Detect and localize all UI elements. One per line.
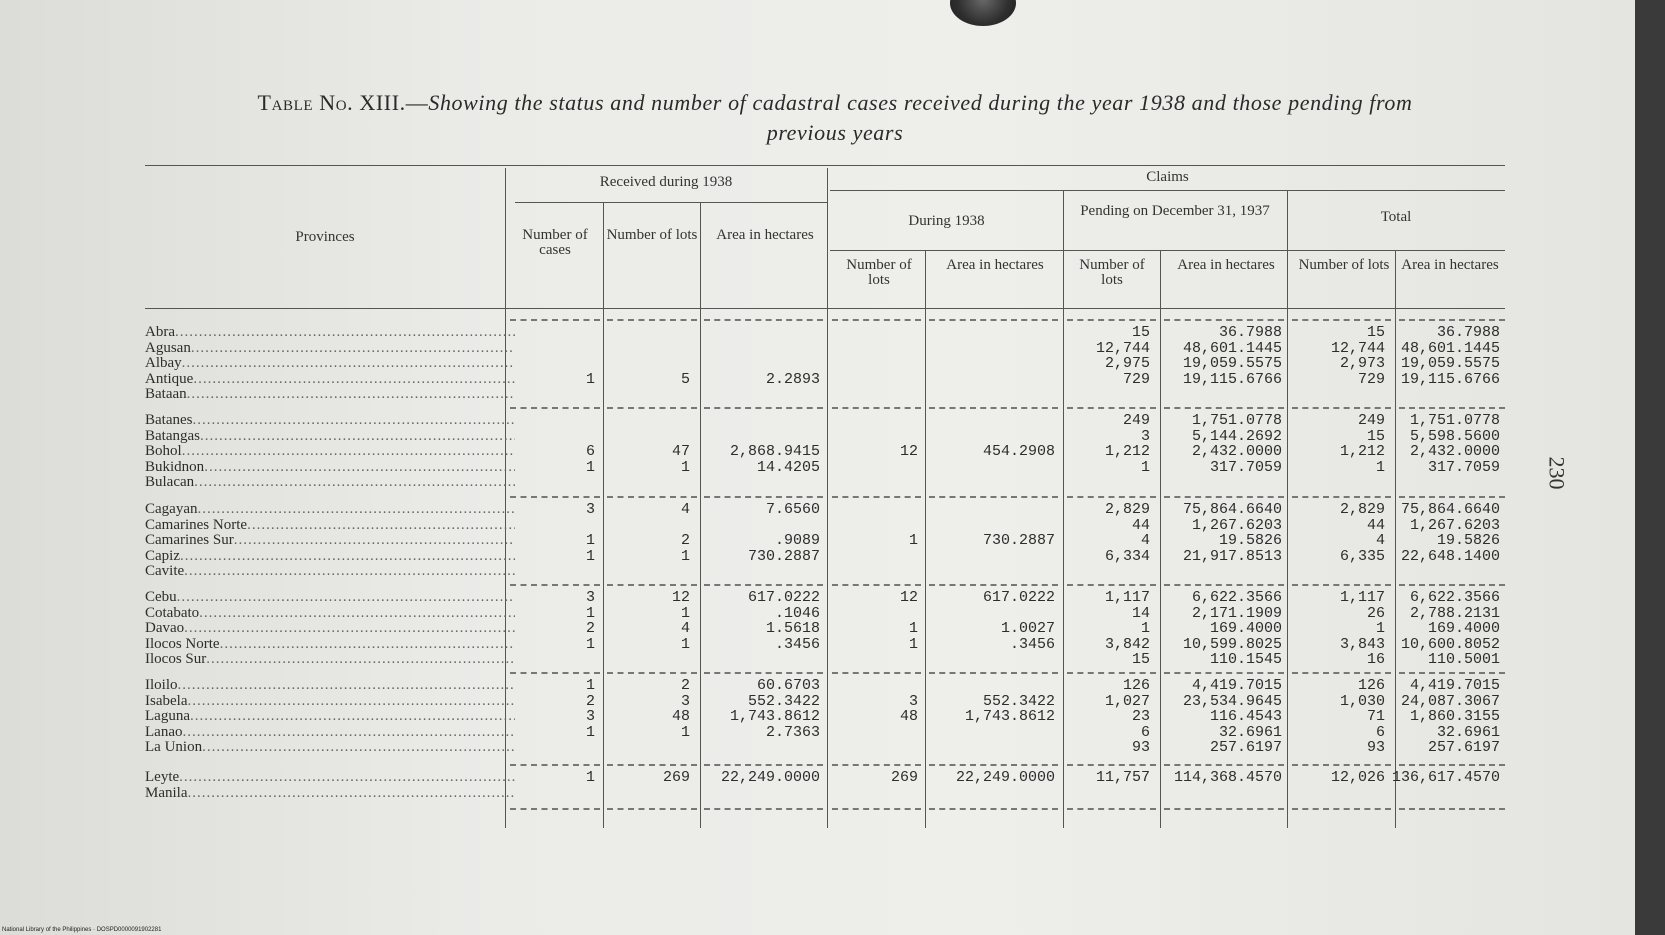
- row-separator: [1067, 496, 1156, 498]
- row-separator: [1164, 764, 1284, 766]
- row-separator: [510, 672, 600, 674]
- table-cell: 617.0222: [747, 589, 820, 606]
- table-cell: 617.0222: [982, 589, 1055, 606]
- table-cell: 14.4205: [756, 458, 820, 476]
- table-cell: 116.4543: [1209, 708, 1282, 725]
- row-separator: [1292, 764, 1391, 766]
- table-cell: 24,087.3067: [1400, 692, 1500, 710]
- table-cell: 93: [1131, 739, 1150, 756]
- row-separator: [1399, 764, 1505, 766]
- table-cell: 32.6961: [1436, 723, 1500, 741]
- row-separator: [929, 407, 1058, 409]
- table-cell: 169.4000: [1209, 620, 1282, 637]
- table-cell: 257.6197: [1427, 739, 1500, 756]
- table-cell: 2,868.9415: [729, 443, 820, 460]
- province-name: Cagayan .....: [145, 502, 515, 518]
- table-cell: 5: [680, 370, 690, 388]
- table-cell: 1,212: [1339, 443, 1385, 460]
- table-cell: 249: [1357, 412, 1385, 429]
- table-cell: 14: [1131, 604, 1150, 622]
- table-cell: 114,368.4570: [1173, 769, 1282, 786]
- table-cell: 2: [680, 532, 690, 549]
- table-cell: 44: [1131, 516, 1150, 534]
- table-cell: 16: [1366, 651, 1385, 668]
- table-cell: 1: [680, 604, 690, 622]
- claims-rule: [830, 190, 1505, 191]
- table-cell: 15: [1131, 651, 1150, 668]
- table-cell: 48: [671, 708, 690, 725]
- province-name: Ilocos Sur .....: [145, 652, 515, 668]
- row-separator: [1067, 672, 1156, 674]
- row-separator: [832, 672, 921, 674]
- header-total-lots: Number of lots: [1298, 257, 1390, 273]
- row-separator: [929, 584, 1058, 586]
- table-cell: .3456: [1009, 635, 1055, 653]
- table-title: [230, 88, 1440, 148]
- row-separator: [1399, 584, 1505, 586]
- table-cell: 10,599.8025: [1182, 635, 1282, 653]
- table-cell: .1046: [774, 604, 820, 622]
- table-cell: 1,267.6203: [1191, 516, 1282, 534]
- header-provinces: Provinces: [295, 229, 355, 245]
- row-separator: [607, 808, 697, 810]
- table-cell: 6: [585, 443, 595, 460]
- row-separator: [1292, 808, 1391, 810]
- table-cell: 1: [585, 677, 595, 694]
- province-name: Batangas .....: [145, 429, 515, 445]
- table-cell: 47: [671, 443, 690, 460]
- table-cell: 1,267.6203: [1409, 516, 1500, 534]
- row-separator: [1164, 808, 1284, 810]
- table-cell: 3,842: [1104, 635, 1150, 653]
- row-separator: [510, 496, 600, 498]
- table-cell: 110.1545: [1209, 651, 1282, 668]
- table-cell: 2,432.0000: [1409, 443, 1500, 460]
- table-cell: 730.2887: [982, 532, 1055, 549]
- table-cell: 4: [680, 620, 690, 637]
- table-cell: 4,419.7015: [1191, 677, 1282, 694]
- province-name: Bohol .....: [145, 444, 515, 460]
- province-name: Cavite .....: [145, 564, 515, 580]
- table-cell: 22,648.1400: [1400, 547, 1500, 565]
- row-separator: [832, 319, 921, 321]
- table-cell: 71: [1366, 708, 1385, 725]
- table-cell: 1: [908, 635, 918, 653]
- table-title-lead: Table No. XIII.—: [257, 90, 429, 115]
- table-cell: 36.7988: [1436, 324, 1500, 341]
- table-cell: 15: [1366, 324, 1385, 341]
- row-separator: [607, 319, 697, 321]
- province-name: La Union .....: [145, 740, 515, 756]
- table-cell: 6,334: [1104, 547, 1150, 565]
- row-separator: [832, 496, 921, 498]
- province-name: Cebu .....: [145, 590, 515, 606]
- table-cell: 23,534.9645: [1182, 692, 1282, 710]
- table-cell: 12: [899, 443, 918, 460]
- province-name: Camarines Norte .....: [145, 518, 515, 534]
- table-cell: 1,751.0778: [1409, 412, 1500, 429]
- table-cell: 19.5826: [1436, 532, 1500, 549]
- row-separator: [607, 764, 697, 766]
- table-cell: 3: [585, 501, 595, 518]
- row-separator: [1164, 496, 1284, 498]
- row-separator: [1292, 319, 1391, 321]
- table-cell: 60.6703: [756, 677, 820, 694]
- province-name: Bulacan .....: [145, 475, 515, 491]
- header-number-of-cases: Number of cases: [522, 227, 588, 258]
- table-cell: 6,622.3566: [1409, 589, 1500, 606]
- row-separator: [832, 808, 921, 810]
- row-separator: [704, 808, 823, 810]
- province-name: Batanes .....: [145, 413, 515, 429]
- row-separator: [607, 496, 697, 498]
- province-name: Laguna .....: [145, 709, 515, 725]
- table-cell: 1: [680, 635, 690, 653]
- header-pending-area: Area in hectares: [1177, 257, 1275, 273]
- table-cell: 4: [680, 501, 690, 518]
- province-name: Manila .....: [145, 786, 515, 802]
- table-cell: 12,744: [1330, 339, 1385, 357]
- table-cell: 1: [585, 547, 595, 565]
- col-divider: [827, 168, 828, 828]
- received-rule: [515, 202, 827, 203]
- header-during: During 1938: [908, 213, 985, 229]
- table-cell: 317.7059: [1427, 458, 1500, 476]
- table-cell: 44: [1366, 516, 1385, 534]
- table-cell: 4: [1140, 532, 1150, 549]
- table-cell: 1.0027: [1000, 620, 1055, 637]
- row-separator: [929, 764, 1058, 766]
- table-cell: 269: [890, 769, 918, 786]
- table-cell: 126: [1357, 677, 1385, 694]
- row-separator: [1399, 319, 1505, 321]
- row-separator: [704, 496, 823, 498]
- row-separator: [607, 584, 697, 586]
- table-cell: 21,917.8513: [1182, 547, 1282, 565]
- table-cell: 454.2908: [982, 443, 1055, 460]
- province-name: Capiz .....: [145, 549, 515, 565]
- table-cell: 26: [1366, 604, 1385, 622]
- province-name: Ilocos Norte .....: [145, 637, 515, 653]
- header-pending: Pending on December 31, 1937: [1080, 203, 1270, 219]
- table-cell: 19,059.5575: [1400, 355, 1500, 372]
- row-separator: [1067, 764, 1156, 766]
- table-cell: 19,115.6766: [1182, 370, 1282, 388]
- table-cell: 1,030: [1339, 692, 1385, 710]
- table-cell: 3: [680, 692, 690, 710]
- table-cell: 1,860.3155: [1409, 708, 1500, 725]
- header-claims: Claims: [1146, 169, 1189, 185]
- table-cell: 93: [1366, 739, 1385, 756]
- table-cell: 1: [585, 723, 595, 741]
- top-rule: [145, 165, 1505, 166]
- table-cell: 1: [585, 604, 595, 622]
- province-name: Camarines Sur .....: [145, 533, 515, 549]
- province-name: Leyte .....: [145, 770, 515, 786]
- row-separator: [929, 672, 1058, 674]
- scan-edge: [1635, 0, 1665, 935]
- province-name: Iloilo .....: [145, 678, 515, 694]
- table-cell: 48,601.1445: [1182, 339, 1282, 357]
- table-cell: 2,432.0000: [1191, 443, 1282, 460]
- table-cell: 2: [680, 677, 690, 694]
- table-cell: 317.7059: [1209, 458, 1282, 476]
- header-pending-lots: Number of lots: [1079, 257, 1145, 288]
- row-separator: [1164, 319, 1284, 321]
- province-name: Antique .....: [145, 372, 515, 388]
- table-cell: 12,026: [1330, 769, 1385, 786]
- table-cell: 2,171.1909: [1191, 604, 1282, 622]
- row-separator: [1399, 496, 1505, 498]
- table-cell: 6: [1375, 723, 1385, 741]
- row-separator: [510, 319, 600, 321]
- row-separator: [607, 672, 697, 674]
- table-cell: 110.5001: [1427, 651, 1500, 668]
- province-name: Davao .....: [145, 621, 515, 637]
- table-cell: 6,622.3566: [1191, 589, 1282, 606]
- row-separator: [1164, 584, 1284, 586]
- table-cell: 12: [899, 589, 918, 606]
- row-separator: [1399, 407, 1505, 409]
- row-separator: [1399, 808, 1505, 810]
- table-cell: 1: [1375, 458, 1385, 476]
- row-separator: [832, 584, 921, 586]
- row-separator: [704, 672, 823, 674]
- row-separator: [510, 808, 600, 810]
- table-cell: 75,864.6640: [1182, 501, 1282, 518]
- table-cell: 1: [1140, 620, 1150, 637]
- table-cell: 1: [585, 532, 595, 549]
- row-separator: [1164, 407, 1284, 409]
- table-cell: 1,743.8612: [964, 708, 1055, 725]
- header-number-of-lots: Number of lots: [606, 227, 698, 243]
- binding-hole: [950, 0, 1016, 26]
- table-cell: 1: [1140, 458, 1150, 476]
- table-cell: 1: [908, 620, 918, 637]
- table-cell: 2,788.2131: [1409, 604, 1500, 622]
- row-separator: [1292, 407, 1391, 409]
- table-cell: 2: [585, 620, 595, 637]
- table-title-caption: Showing the status and number of cadastral cases received during the year 1938 and those pending from previous years: [428, 90, 1413, 145]
- table-cell: 1,117: [1339, 589, 1385, 606]
- table-cell: 19,115.6766: [1400, 370, 1500, 388]
- row-separator: [832, 407, 921, 409]
- table-cell: 1: [585, 769, 595, 786]
- table-cell: 1,751.0778: [1191, 412, 1282, 429]
- table-cell: 12,744: [1095, 339, 1150, 357]
- table-cell: 2,829: [1104, 501, 1150, 518]
- subclaims-rule: [830, 250, 1505, 251]
- row-separator: [1067, 407, 1156, 409]
- row-separator: [1292, 496, 1391, 498]
- row-separator: [832, 764, 921, 766]
- row-separator: [607, 407, 697, 409]
- header-received: Received during 1938: [599, 174, 733, 190]
- table-cell: 5,598.5600: [1409, 427, 1500, 445]
- table-cell: 15: [1131, 324, 1150, 341]
- table-cell: .9089: [774, 532, 820, 549]
- table-cell: 1: [585, 458, 595, 476]
- row-separator: [1067, 584, 1156, 586]
- table-cell: 4: [1375, 532, 1385, 549]
- row-separator: [704, 319, 823, 321]
- table-cell: 1,212: [1104, 443, 1150, 460]
- table-cell: 48: [899, 708, 918, 725]
- province-name: Agusan .....: [145, 341, 515, 357]
- row-separator: [1292, 672, 1391, 674]
- table-cell: 552.3422: [747, 692, 820, 710]
- header-total: Total: [1380, 209, 1412, 225]
- table-cell: 11,757: [1095, 769, 1150, 786]
- table-cell: 19,059.5575: [1182, 355, 1282, 372]
- table-cell: 3: [1140, 427, 1150, 445]
- table-cell: 1,027: [1104, 692, 1150, 710]
- table-cell: 15: [1366, 427, 1385, 445]
- table-cell: 730.2887: [747, 547, 820, 565]
- table-cell: 48,601.1445: [1400, 339, 1500, 357]
- table-cell: 1: [680, 723, 690, 741]
- table-cell: 1: [1375, 620, 1385, 637]
- province-name: Bataan .....: [145, 387, 515, 403]
- table-cell: 4,419.7015: [1409, 677, 1500, 694]
- table-cell: .3456: [774, 635, 820, 653]
- province-name: Bukidnon .....: [145, 460, 515, 476]
- table-cell: 1: [680, 547, 690, 565]
- table-cell: 729: [1357, 370, 1385, 388]
- table-cell: 23: [1131, 708, 1150, 725]
- table-cell: 10,600.8052: [1400, 635, 1500, 653]
- table-cell: 19.5826: [1218, 532, 1282, 549]
- table-cell: 1,743.8612: [729, 708, 820, 725]
- table-cell: 2,973: [1339, 355, 1385, 372]
- table-cell: 2: [585, 692, 595, 710]
- page-number: 230: [1544, 456, 1570, 490]
- table-cell: 169.4000: [1427, 620, 1500, 637]
- table-cell: 5,144.2692: [1191, 427, 1282, 445]
- table-cell: 126: [1122, 677, 1150, 694]
- table-cell: 2.7363: [765, 723, 820, 741]
- table-cell: 2,829: [1339, 501, 1385, 518]
- row-separator: [929, 319, 1058, 321]
- table-cell: 257.6197: [1209, 739, 1282, 756]
- row-separator: [1292, 584, 1391, 586]
- row-separator: [510, 764, 600, 766]
- table-cell: 12: [671, 589, 690, 606]
- table-cell: 3: [585, 708, 595, 725]
- province-name: Albay .....: [145, 356, 515, 372]
- row-separator: [510, 584, 600, 586]
- table-cell: 6: [1140, 723, 1150, 741]
- table-cell: 1: [585, 635, 595, 653]
- header-bottom-rule: [145, 308, 1505, 309]
- row-separator: [1164, 672, 1284, 674]
- header-during-area: Area in hectares: [946, 257, 1044, 273]
- row-separator: [1399, 672, 1505, 674]
- table-cell: 2,975: [1104, 355, 1150, 372]
- table-cell: 552.3422: [982, 692, 1055, 710]
- header-during-lots: Number of lots: [846, 257, 912, 288]
- province-name: Isabela .....: [145, 694, 515, 710]
- table-cell: 1.5618: [765, 620, 820, 637]
- archive-footer: National Library of the Philippines · DOSPD0000091902281: [2, 927, 162, 933]
- table-cell: 7.6560: [765, 501, 820, 518]
- row-separator: [1067, 319, 1156, 321]
- row-separator: [929, 808, 1058, 810]
- table-cell: 36.7988: [1218, 324, 1282, 341]
- table-cell: 1,117: [1104, 589, 1150, 606]
- row-separator: [704, 764, 823, 766]
- table-cell: 3,843: [1339, 635, 1385, 653]
- table-cell: 3: [908, 692, 918, 710]
- table-cell: 2.2893: [765, 370, 820, 388]
- province-name: Lanao .....: [145, 725, 515, 741]
- header-area-in-hectares: Area in hectares: [716, 227, 814, 243]
- table-cell: 1: [585, 370, 595, 388]
- table-cell: 1: [680, 458, 690, 476]
- row-separator: [510, 407, 600, 409]
- row-separator: [1067, 808, 1156, 810]
- table-cell: 1: [908, 532, 918, 549]
- table-cell: 729: [1122, 370, 1150, 388]
- row-separator: [704, 407, 823, 409]
- province-name: Abra .....: [145, 325, 515, 341]
- table-cell: 22,249.0000: [720, 769, 820, 786]
- row-separator: [929, 496, 1058, 498]
- table-cell: 3: [585, 589, 595, 606]
- table-cell: 22,249.0000: [955, 769, 1055, 786]
- header-total-area: Area in hectares: [1401, 257, 1499, 273]
- row-separator: [704, 584, 823, 586]
- table-cell: 249: [1122, 412, 1150, 429]
- table-cell: 32.6961: [1218, 723, 1282, 741]
- province-name: Cotabato .....: [145, 606, 515, 622]
- table-cell: 6,335: [1339, 547, 1385, 565]
- table-cell: 269: [662, 769, 690, 786]
- table-cell: 136,617.4570: [1391, 769, 1500, 786]
- table-cell: 75,864.6640: [1400, 501, 1500, 518]
